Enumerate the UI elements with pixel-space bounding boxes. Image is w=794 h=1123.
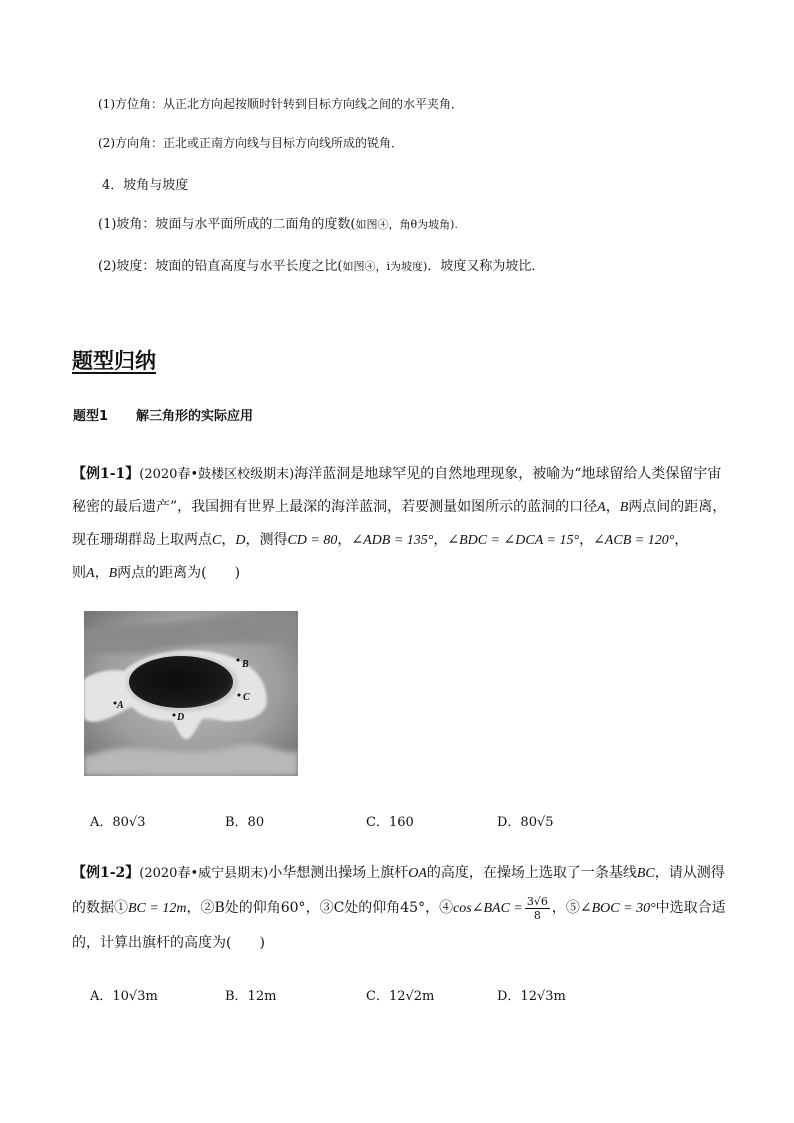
blue-hole [129, 656, 233, 708]
point-b-dot [237, 659, 240, 662]
fraction-numerator: 3√6 [526, 894, 548, 908]
option-c[interactable]: C．160 [366, 815, 414, 830]
cond-cd: CD = 80 [287, 533, 338, 548]
cond-acb: ∠ACB = 120° [593, 533, 675, 548]
option-d[interactable]: D．80√5 [497, 815, 554, 830]
example-1-1 [72, 458, 732, 590]
example-source: (2020春•鼓楼区校级期末) [139, 467, 295, 482]
point-b: B [108, 566, 118, 581]
comma: ， [433, 532, 448, 548]
sep-4: ，④ [425, 900, 454, 916]
type-title: 解三角形的实际应用 [136, 409, 254, 424]
type-heading [73, 405, 253, 424]
note-azimuth: (1)方位角：从正北方向起按顺时针转到目标方向线之间的水平夹角． [98, 97, 464, 111]
cond-adb: ∠ADB = 135° [351, 533, 434, 548]
example-text-5: 两点的距离为( ) [117, 565, 241, 581]
photo-label-b: B [242, 659, 249, 670]
gradient-ref: 如图④，i为坡度) [342, 260, 428, 273]
datum-3: C处的仰角45° [333, 900, 426, 916]
baseline-bc: BC [636, 866, 655, 881]
option-b[interactable]: B．80 [225, 815, 265, 830]
example-text-4: 则 [72, 565, 86, 581]
slope-angle-text: (1)坡角：坡面与水平面所成的二面角的度数( [98, 217, 356, 232]
datum-4: cos∠BAC = [453, 901, 523, 916]
comma: ， [579, 532, 594, 548]
option-c[interactable]: C．12√2m [366, 989, 435, 1004]
cond-bdc: ∠BDC = ∠DCA = 15° [447, 533, 580, 548]
example-text-3: ，请从测得的数据① [72, 865, 725, 916]
gradient-text: (2)坡度：坡面的铅直高度与水平长度之比( [98, 259, 343, 274]
comma: ， [674, 532, 689, 548]
fraction [525, 895, 550, 922]
sep-3: ，③ [305, 900, 334, 916]
example-tag: 【例1-1】 [72, 466, 140, 482]
point-c-dot [238, 694, 241, 697]
example-text-1: 海洋蓝洞是地球罕见的自然地理现象，被喻为“地球留给人类保留宇宙秘密的最后遗产”，我国拥有世界上最深的海洋蓝洞，若要测量如图所示的蓝洞的口径 [72, 466, 722, 515]
datum-5: ∠BOC = 30° [579, 901, 656, 916]
type-label: 题型1 [73, 409, 109, 424]
datum-2: B处的仰角60° [214, 900, 306, 916]
point-d-dot [173, 714, 176, 717]
example-tag: 【例1-2】 [72, 865, 140, 881]
blue-hole-photo [84, 611, 298, 776]
flagpole-oa: OA [408, 866, 427, 881]
note-gradient [98, 257, 544, 277]
photo-label-d: D [177, 712, 185, 723]
sep-2: ，② [186, 900, 215, 916]
point-b: B [619, 500, 629, 515]
slope-angle-ref: 如图④，角θ为坡角). [355, 218, 458, 231]
point-d: D [235, 533, 246, 548]
section-title: 题型归纳 [72, 349, 156, 373]
example-source: (2020春•威宁县期末) [139, 866, 269, 881]
example-text-1: 小华想测出操场上旗杆 [268, 865, 409, 881]
option-a[interactable]: A．10√3m [90, 989, 158, 1004]
example-text-2: 两点间的距离，现在珊瑚群岛上取两点 [72, 499, 727, 548]
example-text-2: 的高度，在操场上选取了一条基线 [426, 865, 637, 881]
point-c: C [212, 533, 222, 548]
sep-5: ，⑤ [551, 900, 580, 916]
option-b[interactable]: B．12m [225, 989, 277, 1004]
fraction-denominator: 8 [533, 908, 541, 922]
example-text-4: 中选取合适的，计算出旗杆的高度为( ) [72, 900, 726, 951]
point-a: A [597, 500, 606, 515]
comma: ， [605, 499, 620, 515]
option-d[interactable]: D．12√3m [497, 989, 566, 1004]
note-slope-angle [98, 215, 458, 235]
datum-1: BC = 12m [128, 901, 187, 916]
photo-label-a: A [117, 700, 124, 711]
gradient-tail: ．坡度又称为坡比． [427, 259, 545, 274]
comma: ， [337, 532, 352, 548]
note-direction-angle: (2)方向角：正北或正南方向线与目标方向线所成的锐角． [98, 136, 404, 150]
example-text-3: ，测得 [245, 532, 288, 548]
comma: ， [221, 532, 236, 548]
point-a: A [86, 566, 95, 581]
option-a[interactable]: A．80√3 [90, 815, 146, 830]
comma: ， [94, 565, 109, 581]
note-heading-4: 4．坡角与坡度 [102, 178, 189, 193]
photo-label-c: C [243, 692, 250, 703]
example-1-2 [72, 856, 732, 960]
